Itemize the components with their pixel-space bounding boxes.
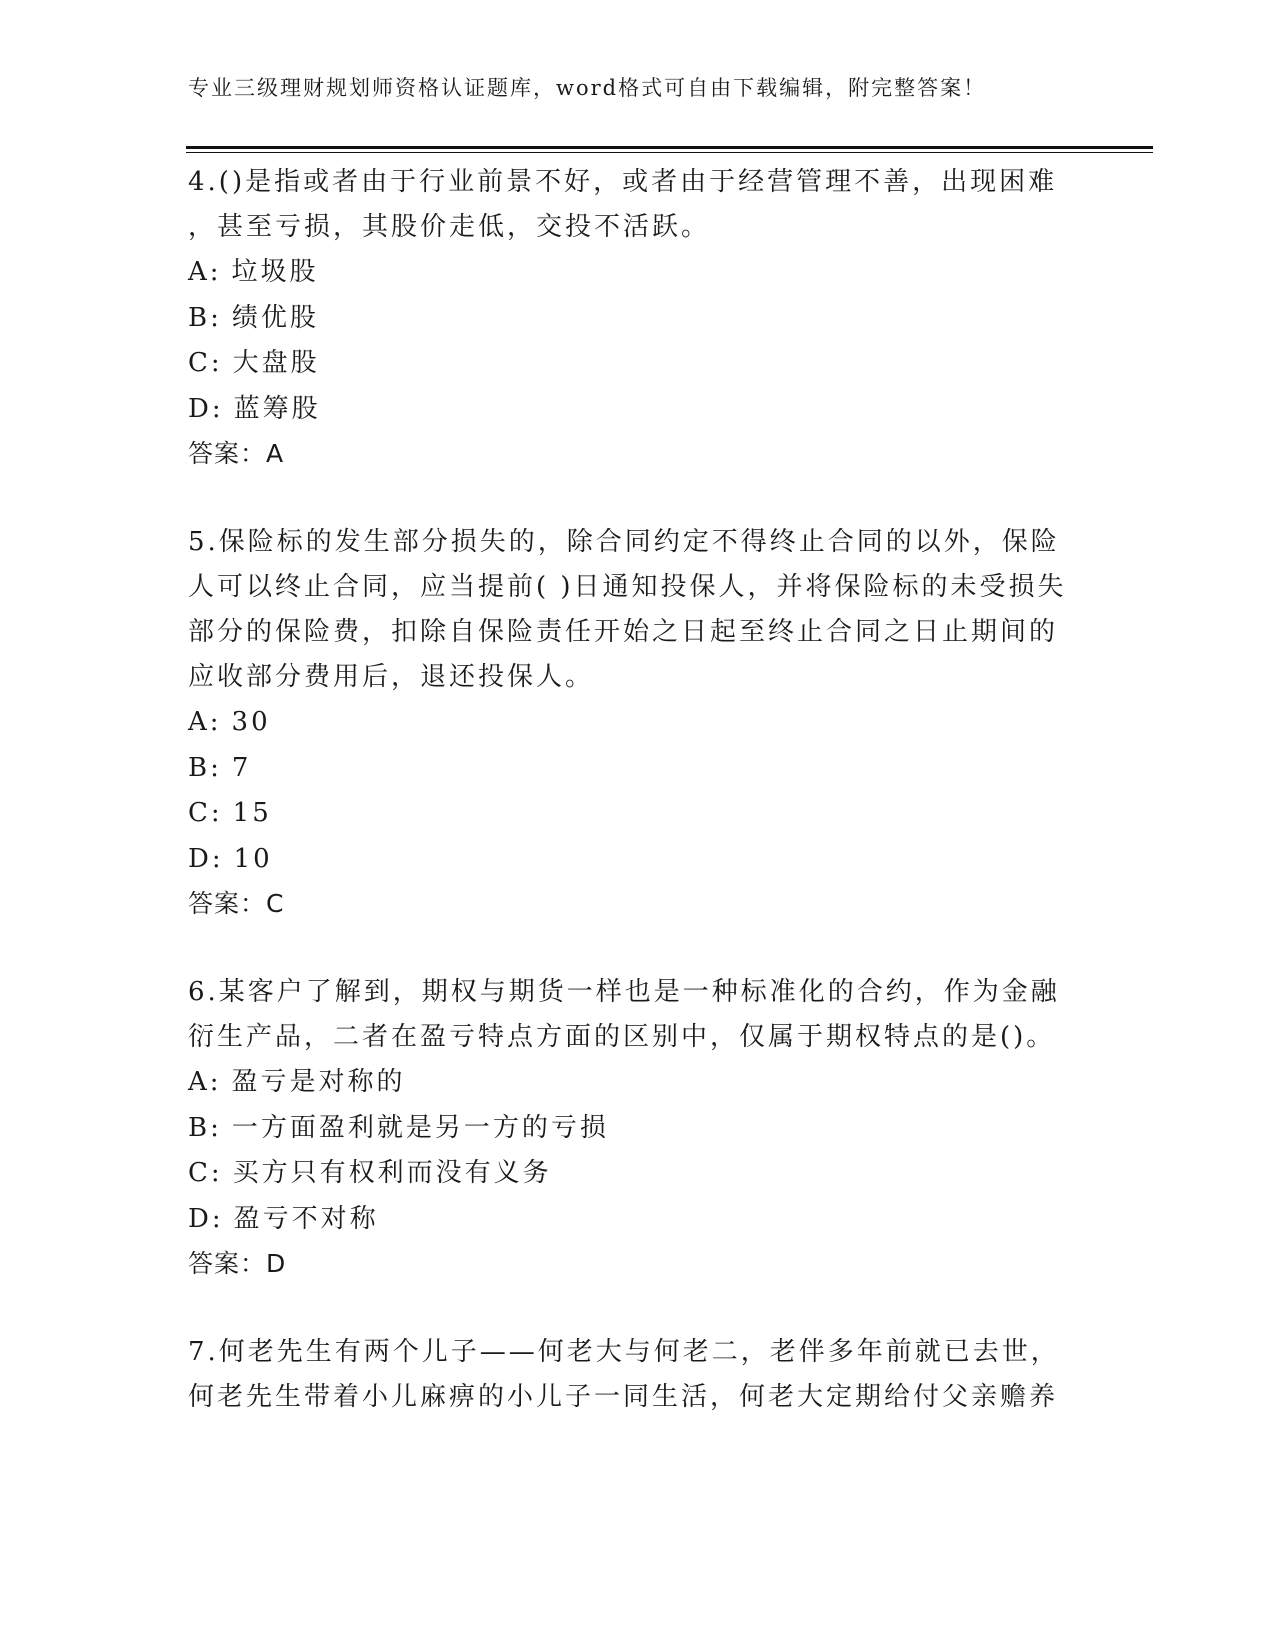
option-d <box>188 837 1088 883</box>
option-letter: C: <box>188 798 223 828</box>
question-text-line: 何老先生带着小儿麻痹的小儿子一同生活，何老大定期给付父亲赡养 <box>188 1382 1059 1412</box>
question-list <box>188 160 1088 1420</box>
answer-line: 答案：A <box>188 439 285 468</box>
option-a <box>188 1060 1088 1106</box>
question-text-line: ，甚至亏损，其股价走低，交投不活跃。 <box>188 212 711 242</box>
option-b <box>188 746 1088 792</box>
question-text-line: 7.何老先生有两个儿子——何老大与何老二，老伴多年前就已去世， <box>188 1337 1060 1367</box>
option-text: 绩优股 <box>231 302 319 333</box>
option-c <box>188 341 1088 387</box>
option-d <box>188 1197 1088 1243</box>
header-divider-thick <box>186 146 1153 149</box>
option-text: 7 <box>231 752 252 783</box>
option-letter: A: <box>188 707 222 737</box>
question-7 <box>188 1330 1088 1420</box>
question-4 <box>188 160 1088 476</box>
option-letter: C: <box>188 1158 223 1188</box>
question-5 <box>188 520 1088 926</box>
question-text-line: 部分的保险费，扣除自保险责任开始之日起至终止合同之日止期间的 <box>188 617 1059 647</box>
page-header: 专业三级理财规划师资格认证题库，word格式可自由下载编辑，附完整答案！ <box>188 76 987 100</box>
option-letter: A: <box>188 257 222 287</box>
option-text: 蓝筹股 <box>233 393 321 424</box>
question-text-line: 5.保险标的发生部分损失的，除合同约定不得终止合同的以外，保险 <box>188 527 1060 557</box>
option-a <box>188 700 1088 746</box>
question-6 <box>188 970 1088 1286</box>
option-text: 大盘股 <box>232 348 320 378</box>
option-text: 30 <box>231 707 271 737</box>
option-a <box>188 250 1088 296</box>
option-text: 垃圾股 <box>231 257 319 287</box>
option-letter: D: <box>188 843 224 874</box>
question-text-line: 人可以终止合同，应当提前( )日通知投保人，并将保险标的未受损失 <box>188 572 1067 602</box>
option-text: 15 <box>232 798 272 828</box>
option-text: 买方只有权利而没有义务 <box>232 1158 552 1188</box>
option-text: 10 <box>233 843 273 874</box>
option-d <box>188 387 1088 433</box>
option-text: 一方面盈利就是另一方的亏损 <box>231 1112 609 1143</box>
option-text: 盈亏是对称的 <box>231 1067 406 1097</box>
option-letter: B: <box>188 752 222 783</box>
question-text-line: 应收部分费用后，退还投保人。 <box>188 662 595 692</box>
option-letter: B: <box>188 302 222 333</box>
question-text-line: 衍生产品，二者在盈亏特点方面的区别中，仅属于期权特点的是()。 <box>188 1022 1056 1052</box>
option-letter: B: <box>188 1112 222 1143</box>
option-b <box>188 296 1088 342</box>
option-letter: C: <box>188 348 223 378</box>
option-c <box>188 1151 1088 1197</box>
option-letter: D: <box>188 393 224 424</box>
option-b <box>188 1106 1088 1152</box>
header-divider-thin <box>186 152 1153 153</box>
option-letter: D: <box>188 1203 224 1234</box>
option-c <box>188 791 1088 837</box>
option-text: 盈亏不对称 <box>233 1203 379 1234</box>
option-letter: A: <box>188 1067 222 1097</box>
answer-line: 答案：D <box>188 1249 287 1278</box>
question-text-line: 4.()是指或者由于行业前景不好，或者由于经营管理不善，出现困难 <box>188 167 1058 197</box>
answer-line: 答案：C <box>188 889 285 918</box>
question-text-line: 6.某客户了解到，期权与期货一样也是一种标准化的合约，作为金融 <box>188 977 1060 1007</box>
